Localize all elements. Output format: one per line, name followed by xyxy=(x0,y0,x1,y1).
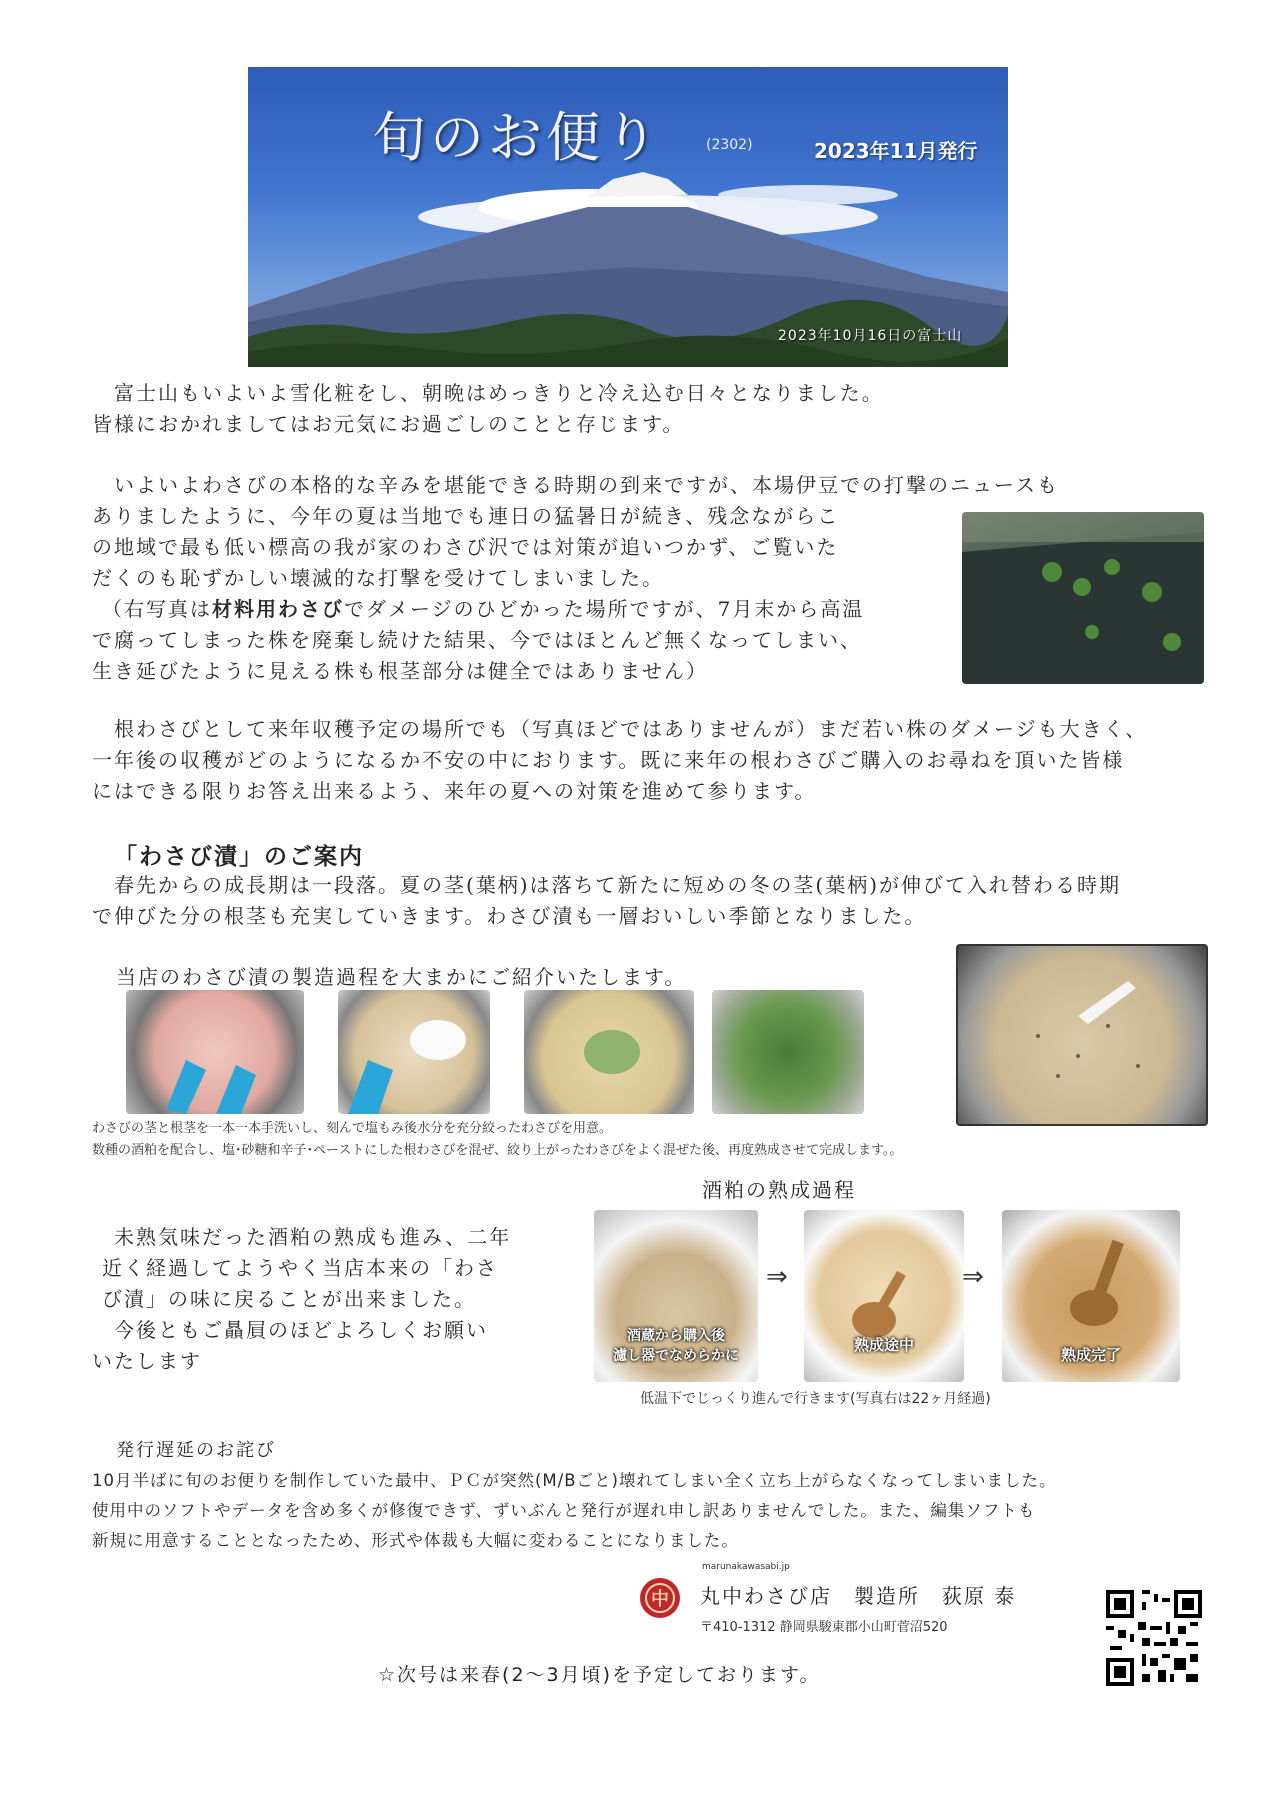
shop-logo-icon xyxy=(640,1578,680,1618)
arrow-icon: ⇒ xyxy=(766,1262,788,1292)
note-suffix: でダメージのひどかった場所ですが、7月末から高温 xyxy=(344,597,865,621)
issue-number: (2302) xyxy=(706,137,753,153)
sakekasu-line: び漬」の味に戻ることが出来ました。 xyxy=(102,1287,476,1311)
next-year-paragraph xyxy=(92,714,1232,807)
apology-line: 10月半ばに旬のお便りを制作していた最中、ＰＣが突然(M/Bごと)壊れてしまい全く立ち上がらなくなってしまいました。 xyxy=(92,1471,1057,1490)
newsletter-title: 旬のお便り xyxy=(372,106,662,169)
qr-code-icon[interactable] xyxy=(1106,1590,1202,1686)
damage-line: いよいよわさびの本格的な辛みを堪能できる時期の到来ですが、本場伊豆での打撃のニュースも xyxy=(114,473,1059,497)
note-prefix: （右写真は xyxy=(102,597,212,621)
shop-name: 丸中わさび店 製造所 荻原 泰 xyxy=(700,1584,1017,1608)
next-issue-notice: ☆次号は来春(2～3月頃)を予定しております。 xyxy=(378,1664,821,1686)
sakekasu-heading: 酒粕の熟成過程 xyxy=(702,1178,856,1202)
sakekasu-photo-midway xyxy=(804,1210,964,1382)
process-photo-wash xyxy=(126,990,304,1114)
photo-label: 熟成途中 xyxy=(853,1336,914,1354)
damage-line: ありましたように、今年の夏は当地でも連日の猛暑日が続き、残念ながらこ xyxy=(92,504,840,528)
intro-line: 富士山もいよいよ雪化粧をし、朝晩はめっきりと冷え込む日々となりました。 xyxy=(114,381,884,405)
sakekasu-line: 近く経過してようやく当店本来の「わさ xyxy=(102,1256,498,1280)
wasabizuke-paragraph xyxy=(92,870,1232,932)
arrow-icon: ⇒ xyxy=(962,1262,984,1292)
process-note: わさびの茎と根茎を一本一本手洗いし、刻んで塩もみ後水分を充分絞ったわさびを用意。 xyxy=(92,1121,613,1136)
wasabizuke-heading: 「わさび漬」のご案内 xyxy=(114,844,364,870)
sakekasu-line: いたします xyxy=(92,1349,202,1373)
photo-label: 酒蔵から購入後 xyxy=(627,1328,725,1344)
damage-line: の地域で最も低い標高の我が家のわさび沢では対策が追いつかず、ご覧いた xyxy=(92,535,839,559)
photo-label: 熟成完了 xyxy=(1060,1346,1121,1364)
process-note: 数種の酒粕を配合し、塩･砂糖和辛子･ペーストにした根わさびを混ぜ、絞り上がったわさびをよく混ぜた後、再度熟成させて完成します。。 xyxy=(92,1143,903,1158)
process-photo-finished xyxy=(956,944,1208,1126)
damage-line: 生き延びたように見える株も根茎部分は健全ではありません） xyxy=(92,659,708,683)
wasabizuke-line: で伸びた分の根茎も充実していきます。わさび漬も一層おいしい季節となりました。 xyxy=(92,904,927,928)
process-photo-paste xyxy=(524,990,694,1114)
intro-line: 皆様におかれましてはお元気にお過ごしのことと存じます。 xyxy=(92,412,685,436)
sakekasu-line: 今後ともご贔屓のほどよろしくお願い xyxy=(114,1318,488,1342)
process-notes xyxy=(92,1118,1242,1162)
process-intro-text: 当店のわさび漬の製造過程を大まかにご紹介いたします。 xyxy=(116,965,687,989)
logo-glyph: 中 xyxy=(645,1583,675,1613)
apology-heading: 発行遅延のお詫び xyxy=(116,1440,276,1461)
next-year-line: 根わさびとして来年収穫予定の場所でも（写真ほどではありませんが）まだ若い株のダメージも大きく、 xyxy=(114,717,1148,741)
sakekasu-photo-complete xyxy=(1002,1210,1180,1382)
header-banner xyxy=(248,67,1008,367)
next-year-line: にはできる限りお答え出来るよう、来年の夏への対策を進めて参ります。 xyxy=(92,779,817,803)
apology-line: 新規に用意することとなったため、形式や体裁も大幅に変わることになりました。 xyxy=(92,1531,739,1550)
sakekasu-paragraph xyxy=(92,1222,562,1377)
process-intro xyxy=(116,962,916,993)
process-photo-mixed xyxy=(712,990,864,1114)
issue-date: 2023年11月発行 xyxy=(814,139,978,163)
sakekasu-caption: 低温下でじっくり進んで行きます(写真右は22ヶ月経過) xyxy=(640,1391,991,1407)
wasabizuke-line: 春先からの成長期は一段落。夏の茎(葉柄)は落ちて新たに短めの冬の茎(葉柄)が伸びて入れ替わる時期 xyxy=(114,873,1122,897)
shop-address: 〒410-1312 静岡県駿東郡小山町菅沼520 xyxy=(700,1620,948,1635)
damage-line: だくのも恥ずかしい壊滅的な打撃を受けてしまいました。 xyxy=(92,566,664,590)
sakekasu-line: 未熟気味だった酒粕の熟成も進み、二年 xyxy=(114,1225,512,1249)
apology-line: 使用中のソフトやデータを含め多くが修復できず、ずいぶんと発行が遅れ申し訳ありませんでした。また、編集ソフトも xyxy=(92,1501,1036,1520)
apology-paragraph xyxy=(92,1466,1242,1556)
next-year-line: 一年後の収穫がどのようになるか不安の中におります。既に来年の根わさびご購入のお尋ねを頂いた皆様 xyxy=(92,748,1125,772)
photo-label: 濾し器でなめらかに xyxy=(613,1348,739,1364)
sakekasu-photo-strain xyxy=(594,1210,758,1382)
damage-line: で腐ってしまった株を廃棄し続けた結果、今ではほとんど無くなってしまい、 xyxy=(92,628,862,652)
website-url: marunakawasabi.jp xyxy=(702,1562,790,1572)
note-bold: 材料用わさび xyxy=(212,597,344,621)
damaged-wasabi-photo xyxy=(962,512,1204,684)
intro-paragraph xyxy=(92,378,1212,440)
photo-caption: 2023年10月16日の富士山 xyxy=(778,328,963,344)
process-photo-salt xyxy=(338,990,490,1114)
